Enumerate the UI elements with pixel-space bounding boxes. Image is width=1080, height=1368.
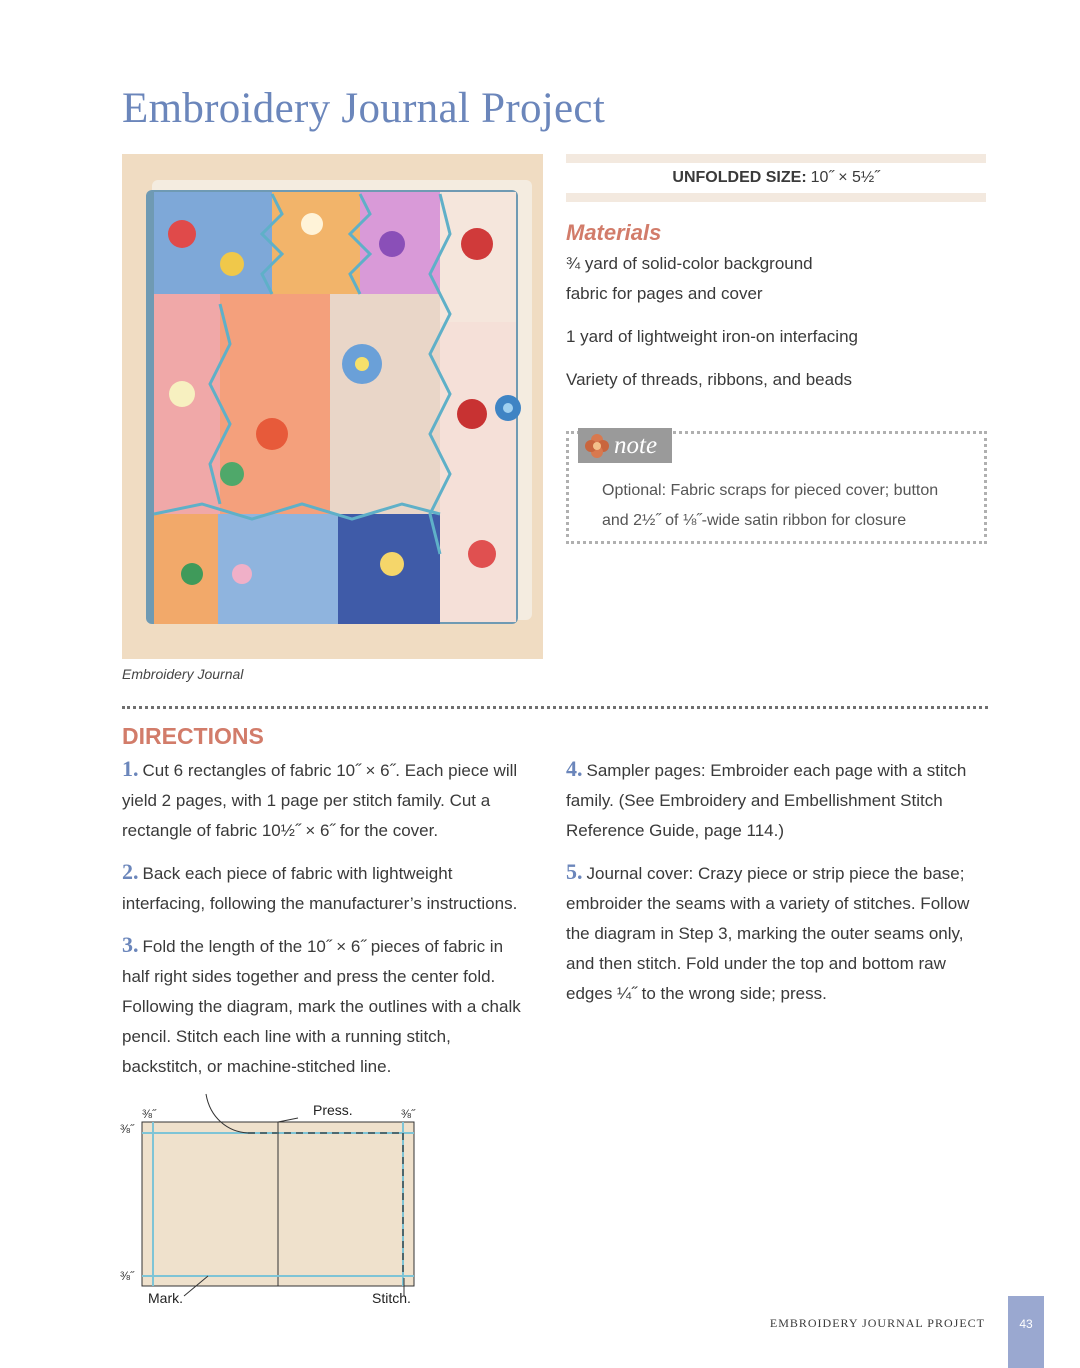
materials-line: fabric for pages and cover — [566, 284, 763, 303]
note-text — [602, 476, 972, 536]
step-number: 1. — [122, 756, 139, 781]
direction-step — [122, 857, 534, 919]
direction-step — [566, 857, 986, 1009]
step-number: 5. — [566, 859, 583, 884]
materials-line: ¾ yard of solid-color background — [566, 254, 813, 273]
diagram-label-press: Press. — [313, 1102, 353, 1118]
materials-line: Variety of threads, ribbons, and beads — [566, 370, 853, 389]
press-leader — [278, 1118, 298, 1122]
step-text: Sampler pages: Embroider each page with a stitch family. (See Embroidery and Embellishment Stitch Reference Guide, page 114.) — [566, 761, 967, 840]
note-box-left-border — [566, 431, 569, 544]
note-line: Optional: Fabric scraps for pieced cover; button — [602, 482, 939, 499]
unfolded-size-bar — [566, 154, 986, 202]
direction-step — [122, 754, 534, 846]
directions-heading: DIRECTIONS — [122, 723, 264, 749]
journal-photo — [122, 154, 543, 659]
step-text: Fold the length of the 10˝ × 6˝ pieces of fabric in half right sides together and press the center fold. Following the diagram, mark the outlines with a chalk pencil. Stitch each line with a running stitch, backstitch, or machine-stitched line. — [122, 937, 521, 1076]
note-label: note — [614, 432, 658, 459]
step-text: Back each piece of fabric with lightweight interfacing, following the manufacturer’s instructions. — [122, 864, 518, 913]
page-number: 43 — [1008, 1296, 1044, 1368]
materials-heading: Materials — [566, 220, 662, 245]
diagram-label-mark: Mark. — [148, 1290, 183, 1306]
fold-diagram — [108, 1088, 438, 1310]
diagram-label-left-bottom: ⅜˝ — [120, 1269, 135, 1283]
page-title: Embroidery Journal Project — [122, 85, 606, 132]
diagram-label-left-top: ⅜˝ — [120, 1122, 135, 1136]
step-text: Journal cover: Crazy piece or strip piece the base; embroider the seams with a variety of stitches. Follow the diagram in Step 3, marking the outer seams only, and then stitch. Fold under the top and bottom raw edges ¼˝ to the wrong side; press. — [566, 864, 970, 1003]
materials-line: 1 yard of lightweight iron-on interfacing — [566, 327, 858, 346]
diagram-label-stitch: Stitch. — [372, 1290, 411, 1306]
step-text: Cut 6 rectangles of fabric 10˝ × 6˝. Each piece will yield 2 pages, with 1 page per stitch family. Cut a rectangle of fabric 10½˝ × 6˝ for the cover. — [122, 761, 518, 840]
diagram-label-top-right: ⅜˝ — [401, 1107, 416, 1121]
direction-step — [566, 754, 986, 846]
unfolded-size-label: UNFOLDED SIZE: — [672, 169, 807, 186]
note-line: and 2½˝ of ⅛˝-wide satin ribbon for closure — [602, 512, 907, 529]
unfolded-size-value: 10˝ × 5½˝ — [810, 169, 880, 186]
diagram-label-top-left: ⅜˝ — [142, 1107, 157, 1121]
photo-caption: Embroidery Journal — [122, 666, 244, 682]
running-head: EMBROIDERY JOURNAL PROJECT — [769, 1316, 985, 1330]
step-number: 3. — [122, 932, 139, 957]
step-number: 4. — [566, 756, 583, 781]
note-tag — [578, 428, 672, 463]
flower-icon — [584, 433, 610, 459]
step-number: 2. — [122, 859, 139, 884]
direction-step — [122, 930, 534, 1082]
section-divider — [122, 706, 988, 709]
